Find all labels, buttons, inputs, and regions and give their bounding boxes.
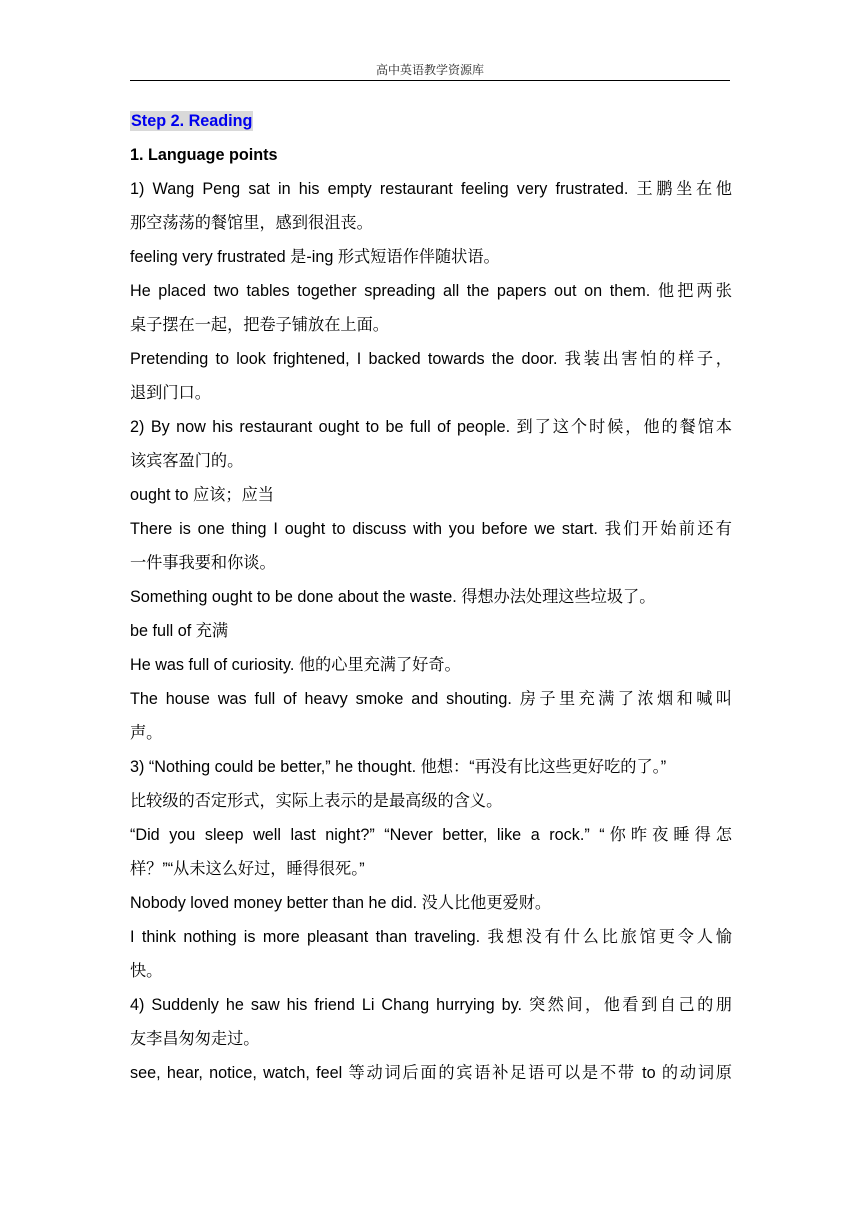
text-line: There is one thing I ought to discuss with you before we start. 我们开始前还有 [130, 520, 732, 538]
text-line: see, hear, notice, watch, feel 等动词后面的宾语补足语可以是不带 to 的动词原 [130, 1064, 732, 1082]
text-line: 那空荡荡的餐馆里，感到很沮丧。 [130, 214, 373, 232]
text-line: The house was full of heavy smoke and shouting. 房子里充满了浓烟和喊叫 [130, 690, 732, 708]
text-line: He placed two tables together spreading all the papers out on them. 他把两张 [130, 282, 732, 300]
text-line: Nobody loved money better than he did. 没人比他更爱财。 [130, 894, 552, 912]
text-line: Something ought to be done about the waste. 得想办法处理这些垃圾了。 [130, 588, 656, 606]
text-line: 一件事我要和你谈。 [130, 554, 276, 572]
text-line: 声。 [130, 724, 163, 742]
page-header [130, 60, 730, 81]
text-line: He was full of curiosity. 他的心里充满了好奇。 [130, 656, 461, 674]
text-line: be full of 充满 [130, 622, 229, 640]
text-line: 快。 [130, 962, 163, 980]
text-line: feeling very frustrated 是-ing 形式短语作伴随状语。 [130, 248, 500, 266]
text-line: 样？”“从未这么好过，睡得很死。” [130, 860, 365, 878]
document-body [130, 104, 732, 1090]
step-title: Step 2. Reading [131, 112, 253, 130]
section-subtitle: 1. Language points [130, 146, 278, 164]
text-line: Pretending to look frightened, I backed towards the door. 我装出害怕的样子， [130, 350, 732, 368]
text-line: 友李昌匆匆走过。 [130, 1030, 260, 1048]
text-line: ought to 应该；应当 [130, 486, 274, 504]
text-line: 退到门口。 [130, 384, 211, 402]
text-line: 3) “Nothing could be better,” he thought. 他想：“再没有比这些更好吃的了。” [130, 758, 667, 776]
text-line: 1) Wang Peng sat in his empty restaurant feeling very frustrated. 王鹏坐在他 [130, 180, 732, 198]
step-heading [130, 104, 732, 138]
text-line: 比较级的否定形式，实际上表示的是最高级的含义。 [130, 792, 503, 810]
header-title: 高中英语教学资源库 [375, 63, 484, 77]
text-line: 2) By now his restaurant ought to be full of people. 到了这个时候，他的餐馆本 [130, 418, 732, 436]
text-line: 4) Suddenly he saw his friend Li Chang hurrying by. 突然间，他看到自己的朋 [130, 996, 732, 1014]
text-line: 桌子摆在一起，把卷子铺放在上面。 [130, 316, 389, 334]
text-line: 该宾客盈门的。 [130, 452, 244, 470]
text-line: “Did you sleep well last night?” “Never better, like a rock.” “你昨夜睡得怎 [130, 826, 732, 844]
text-line: I think nothing is more pleasant than traveling. 我想没有什么比旅馆更令人愉 [130, 928, 732, 946]
